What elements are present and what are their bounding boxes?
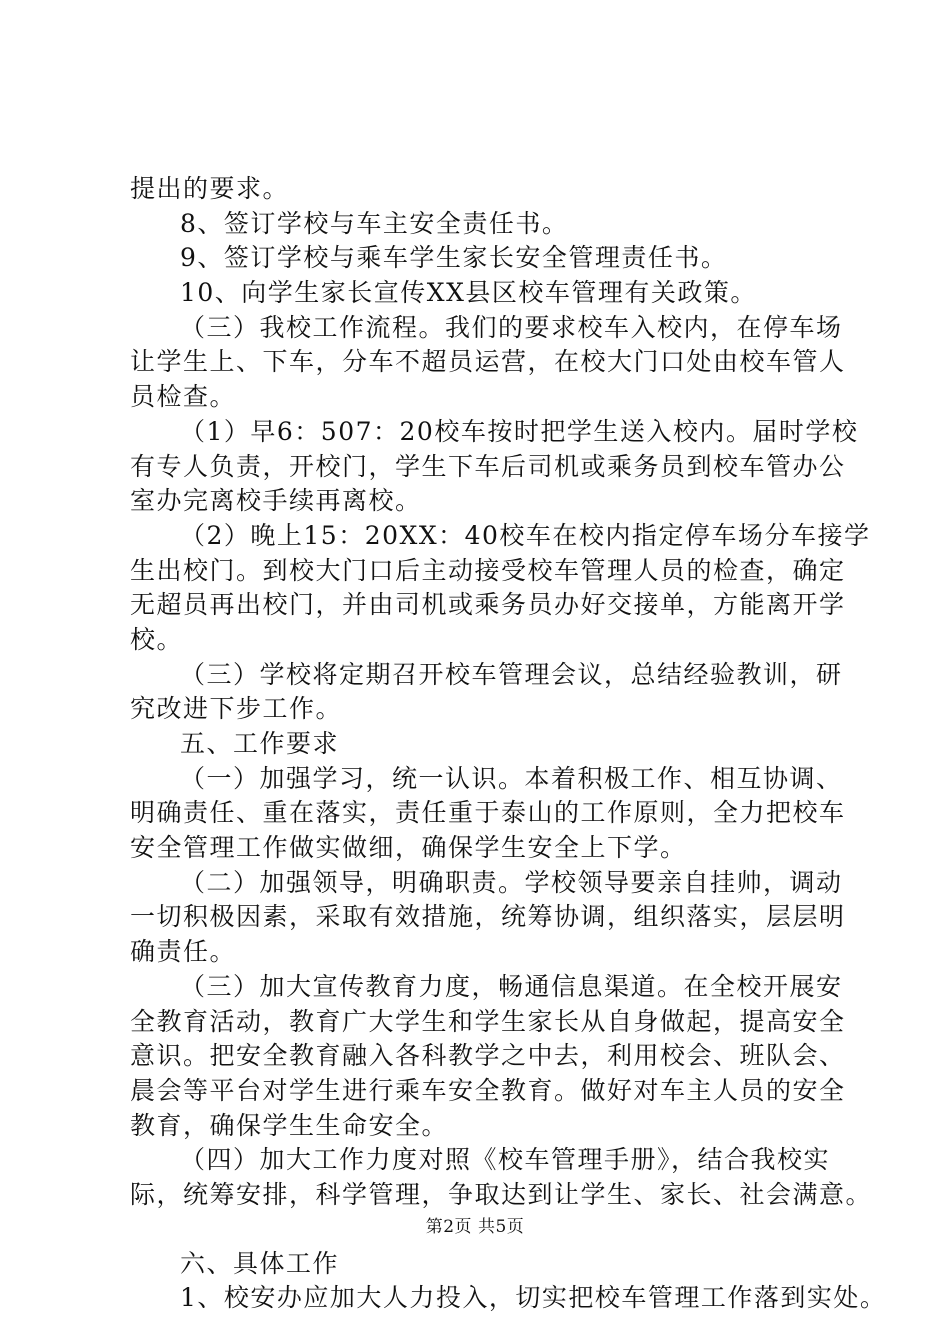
text-line: 生出校门。到校大门口后主动接受校车管理人员的检查，确定 — [130, 555, 846, 585]
text-line: （一）加强学习，统一认识。本着积极工作、相互协调、 — [180, 763, 843, 793]
text-line: 9、签订学校与乘车学生家长安全管理责任书。 — [180, 243, 728, 273]
text-line: （二）加强领导，明确职责。学校领导要亲自挂帅，调动 — [180, 867, 843, 897]
text-line: 8、签订学校与车主安全责任书。 — [180, 208, 569, 238]
text-line: 校。 — [130, 624, 184, 654]
document-body — [130, 172, 887, 1316]
text-line: （三）加大宣传教育力度，畅通信息渠道。在全校开展安 — [180, 971, 843, 1001]
text-line: 员检查。 — [130, 382, 237, 412]
text-line: 明确责任、重在落实，责任重于泰山的工作原则，全力把校车 — [130, 798, 846, 828]
page-number-footer: 第2页 共5页 — [425, 1217, 525, 1237]
text-line: 提出的要求。 — [130, 174, 290, 203]
text-line: 际，统筹安排，科学管理，争取达到让学生、家长、社会满意。 — [130, 1179, 873, 1209]
text-line: 让学生上、下车，分车不超员运营，在校大门口处由校车管人 — [130, 347, 846, 377]
text-line: 全教育活动，教育广大学生和学生家长从自身做起，提高安全 — [130, 1006, 846, 1036]
text-line: （四）加大工作力度对照《校车管理手册》，结合我校实 — [180, 1145, 831, 1175]
text-line: 一切积极因素，采取有效措施，统筹协调，组织落实，层层明 — [130, 902, 846, 932]
text-line: （2）晚上15：20XX：40校车在校内指定停车场分车接学 — [180, 520, 871, 550]
text-line: 室办完离校手续再离校。 — [130, 486, 422, 516]
text-line: （1）早6：507：20校车按时把学生送入校内。届时学校 — [180, 416, 859, 446]
text-line: （三）我校工作流程。我们的要求校车入校内，在停车场 — [180, 312, 843, 342]
section-heading: 五、工作要求 — [180, 729, 340, 758]
section-heading: 六、具体工作 — [180, 1248, 340, 1278]
text-line: 10、向学生家长宣传XX县区校车管理有关政策。 — [180, 278, 757, 308]
text-line: 教育，确保学生生命安全。 — [130, 1110, 449, 1140]
text-line: 有专人负责，开校门，学生下车后司机或乘务员到校车管办公 — [130, 451, 846, 481]
text-line: 无超员再出校门，并由司机或乘务员办好交接单，方能离开学 — [130, 590, 846, 620]
text-line: 1、校安办应加大人力投入，切实把校车管理工作落到实处。 — [180, 1283, 887, 1313]
text-line: 安全管理工作做实做细，确保学生安全上下学。 — [130, 833, 687, 863]
text-line: 究改进下步工作。 — [130, 694, 343, 724]
text-line: （三）学校将定期召开校车管理会议，总结经验教训，研 — [180, 659, 843, 689]
text-line: 确责任。 — [130, 937, 237, 967]
text-line: 晨会等平台对学生进行乘车安全教育。做好对车主人员的安全 — [130, 1075, 846, 1105]
text-line: 意识。把安全教育融入各科教学之中去，利用校会、班队会、 — [130, 1041, 846, 1071]
